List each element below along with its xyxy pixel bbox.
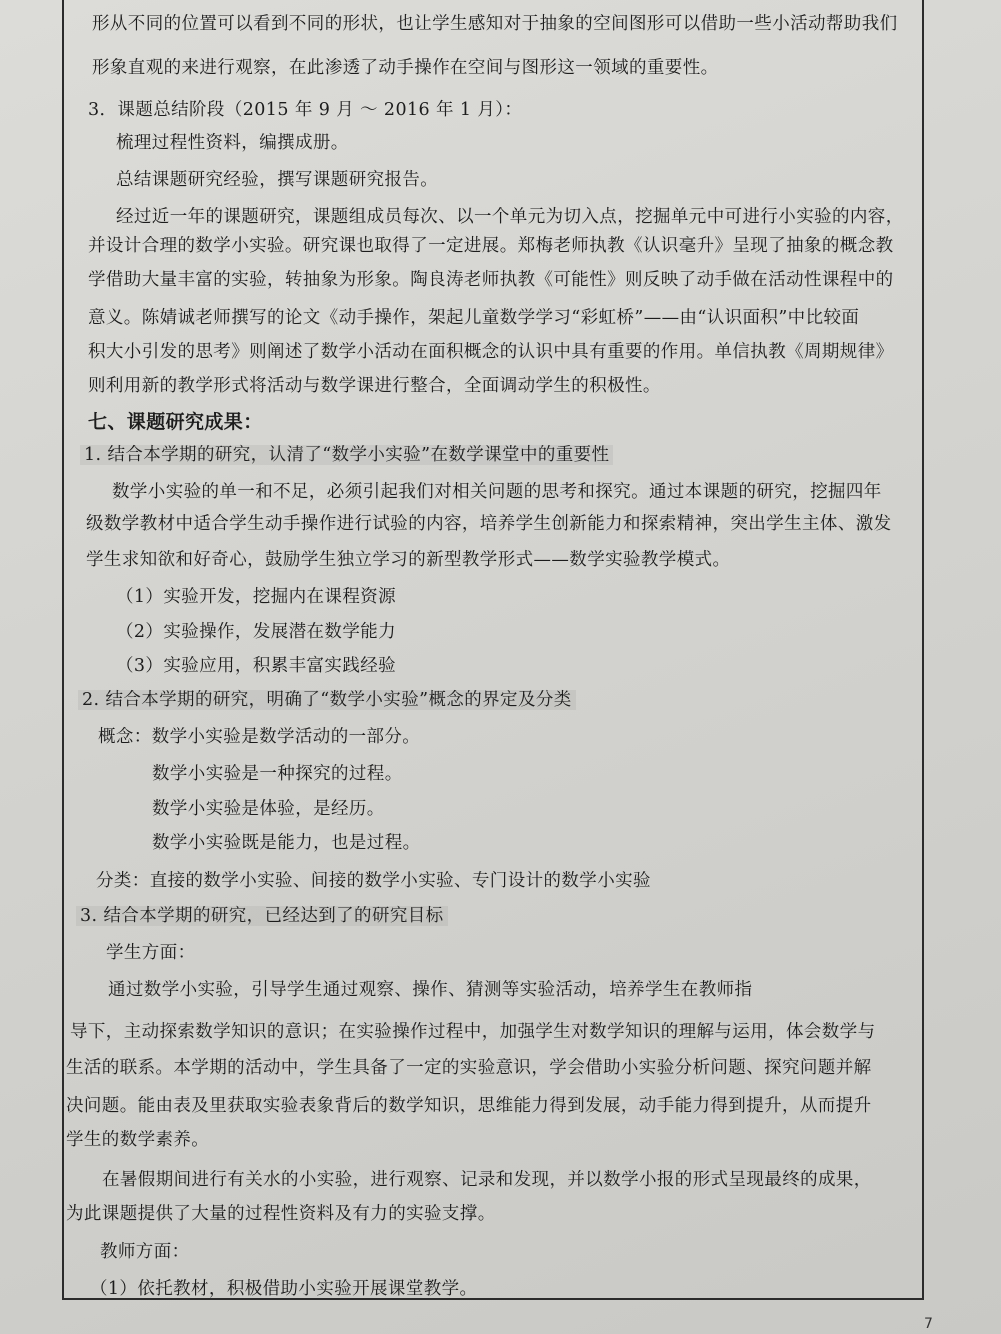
text-line: （3）实验应用，积累丰富实践经验 [116,656,397,676]
text-line: 级数学教材中适合学生动手操作进行试验的内容，培养学生创新能力和探索精神，突出学生主体、激发 [86,514,892,534]
text-line: 决问题。能由表及里获取实验表象背后的数学知识，思维能力得到发展，动手能力得到提升，从而提升 [66,1096,872,1116]
text-line: 意义。陈婧诚老师撰写的论文《动手操作，架起儿童数学学习“彩虹桥”——由“认识面积”中比较面 [88,308,860,328]
subsection-heading [76,904,448,928]
section-heading: 七、课题研究成果： [88,411,263,433]
subsection-heading [80,443,613,467]
text-line: 并设计合理的数学小实验。研究课也取得了一定进展。郑梅老师执教《认识毫升》呈现了抽象的概念教 [88,236,894,256]
text-line: 教师方面： [100,1242,190,1262]
page-number: 7 [924,1316,933,1332]
highlighted-text: 2. 结合本学期的研究，明确了“数学小实验”概念的界定及分类 [78,690,576,710]
text-line: 导下，主动探索数学知识的意识；在实验操作过程中，加强学生对数学知识的理解与运用，体会数学与 [70,1022,876,1042]
text-line: 学生求知欲和好奇心，鼓励学生独立学习的新型教学形式——数学实验教学模式。 [86,550,731,570]
text-line: 数学小实验是体验，是经历。 [152,799,385,819]
text-line: 在暑假期间进行有关水的小实验，进行观察、记录和发现，并以数学小报的形式呈现最终的成果， [102,1170,872,1190]
text-line: 总结课题研究经验，撰写课题研究报告。 [116,170,439,190]
text-line: 数学小实验既是能力，也是过程。 [152,833,421,853]
text-line: 学生方面： [106,943,196,963]
text-line: 经过近一年的课题研究，课题组成员每次、以一个单元为切入点，挖掘单元中可进行小实验的内容， [116,207,904,227]
highlighted-text: 3. 结合本学期的研究，已经达到了的研究目标 [76,906,448,926]
subsection-heading [78,688,576,712]
highlighted-text: 1. 结合本学期的研究，认清了“数学小实验”在数学课堂中的重要性 [80,445,613,465]
text-line: 生活的联系。本学期的活动中，学生具备了一定的实验意识，学会借助小实验分析问题、探究问题并解 [66,1058,872,1078]
text-line: 数学小实验是一种探究的过程。 [152,764,403,784]
text-line: 分类：直接的数学小实验、间接的数学小实验、专门设计的数学小实验 [96,871,651,891]
text-line: 3．课题总结阶段（2015 年 9 月 ～ 2016 年 1 月）： [88,100,523,120]
text-line: 形从不同的位置可以看到不同的形状，也让学生感知对于抽象的空间图形可以借助一些小活动帮助我们 [92,14,898,34]
text-line: 通过数学小实验，引导学生通过观察、操作、猜测等实验活动，培养学生在教师指 [108,980,753,1000]
text-line: 数学小实验的单一和不足，必须引起我们对相关问题的思考和探究。通过本课题的研究，挖掘四年 [112,482,882,502]
text-line: 为此课题提供了大量的过程性资料及有力的实验支撑。 [66,1204,496,1224]
text-line: 学借助大量丰富的实验，转抽象为形象。陶良涛老师执教《可能性》则反映了动手做在活动性课程中的 [88,270,894,290]
text-line: 概念：数学小实验是数学活动的一部分。 [98,727,421,747]
text-line: 形象直观的来进行观察，在此渗透了动手操作在空间与图形这一领域的重要性。 [92,58,719,78]
text-line: 积大小引发的思考》则阐述了数学小活动在面积概念的认识中具有重要的作用。单信执教《周期规律》 [88,342,894,362]
text-line: （1）实验开发，挖掘内在课程资源 [116,587,397,607]
text-line: （1）依托教材，积极借助小实验开展课堂教学。 [90,1279,478,1299]
text-line: （2）实验操作，发展潜在数学能力 [116,622,397,642]
text-line: 则利用新的教学形式将活动与数学课进行整合，全面调动学生的积极性。 [88,376,661,396]
text-line: 梳理过程性资料，编撰成册。 [116,133,349,153]
text-line: 学生的数学素养。 [66,1130,210,1150]
